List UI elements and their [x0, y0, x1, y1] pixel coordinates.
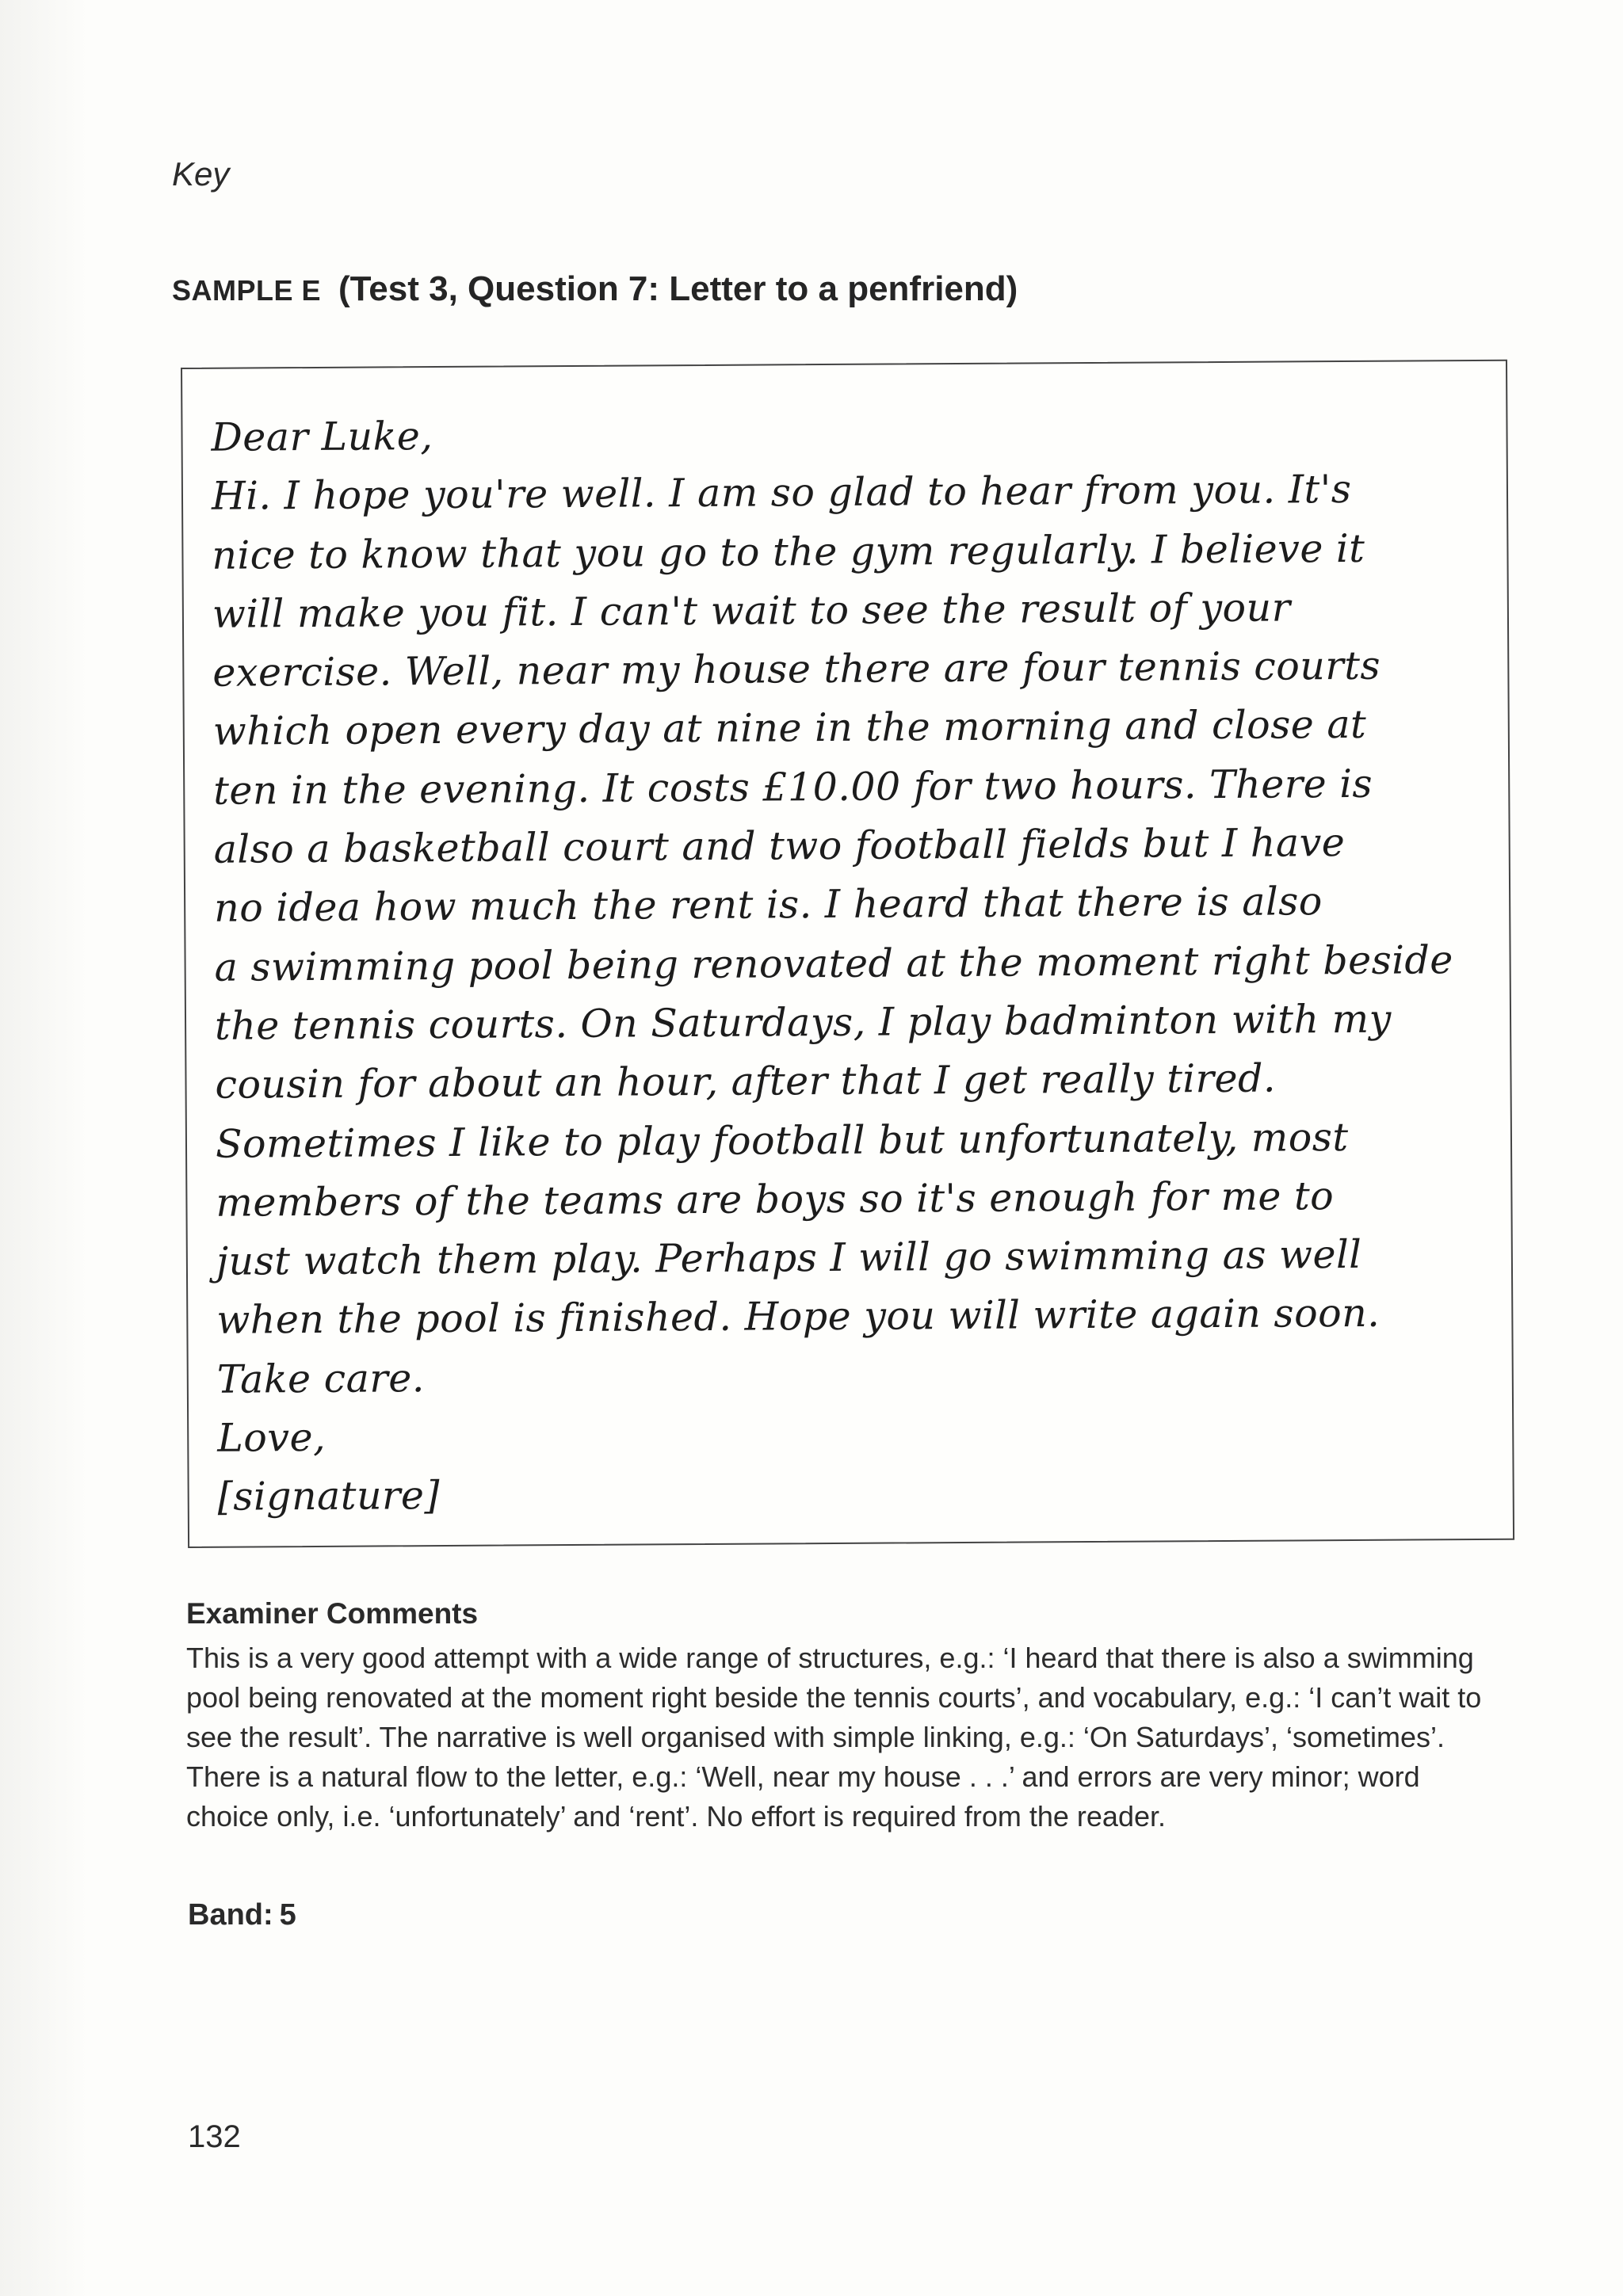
letter-line: which open every day at nine in the morning and close at [212, 702, 1367, 755]
page-edge-shadow [0, 0, 87, 2296]
letter-line: a swimming pool being renovated at the moment right beside [214, 936, 1453, 990]
letter-line: the tennis courts. On Saturdays, I play badminton with my [214, 996, 1392, 1049]
band-value: 5 [279, 1898, 296, 1932]
examiner-comments-body: This is a very good attempt with a wide range of structures, e.g.: ‘I heard that there is also a swimming pool being renovated at the moment right beside the tennis courts’, and vocabulary, e.g.: ‘I can’t wait to see the result’. The narrative is well organised with simple linking, e.g.: ‘On Saturdays’, ‘sometimes’. There is a natural flow to the letter, e.g.: ‘Well, near my house . . .’ and errors are very minor; word choice only, i.e. ‘unfortunately’ and ‘rent’. No effort is required from the reader. [186, 1642, 1482, 1833]
letter-line: members of the teams are boys so it's enough for me to [216, 1173, 1335, 1226]
letter-line: Hi. I hope you're well. I am so glad to hear from you. It's [211, 467, 1352, 520]
letter-line: [signature] [217, 1473, 441, 1520]
letter-line: ten in the evening. It costs £10.00 for two hours. There is [213, 761, 1373, 814]
letter-line: when the pool is finished. Hope you will write again soon. [216, 1291, 1381, 1344]
letter-line: no idea how much the rent is. I heard that there is also [213, 879, 1323, 932]
letter-line: just watch them play. Perhaps I will go swimming as well [216, 1232, 1362, 1284]
examiner-comments-heading: Examiner Comments [186, 1597, 479, 1630]
letter-line: Dear Luke, [211, 414, 433, 460]
letter-line: nice to know that you go to the gym regularly. I believe it [212, 525, 1365, 578]
sample-heading [172, 269, 1018, 309]
letter-line: also a basketball court and two football fields but I have [213, 820, 1346, 872]
sample-title: (Test 3, Question 7: Letter to a penfriend) [338, 269, 1018, 308]
letter-line: Love, [217, 1414, 327, 1461]
handwritten-letter-box [181, 360, 1514, 1548]
letter-line: cousin for about an hour, after that I get really tired. [215, 1055, 1277, 1108]
sample-code: SAMPLE E [172, 274, 322, 307]
section-key-label: Key [172, 155, 230, 193]
letter-line: will make you fit. I can't wait to see the result of your [212, 585, 1291, 637]
letter-lines [211, 401, 1502, 1527]
band-score [188, 1898, 296, 1932]
letter-line: Sometimes I like to play football but unfortunately, most [215, 1114, 1349, 1167]
band-label: Band: [188, 1898, 273, 1932]
letter-line: exercise. Well, near my house there are four tennis courts [212, 643, 1381, 696]
page-number: 132 [188, 2119, 241, 2154]
letter-line: Take care. [216, 1355, 425, 1402]
